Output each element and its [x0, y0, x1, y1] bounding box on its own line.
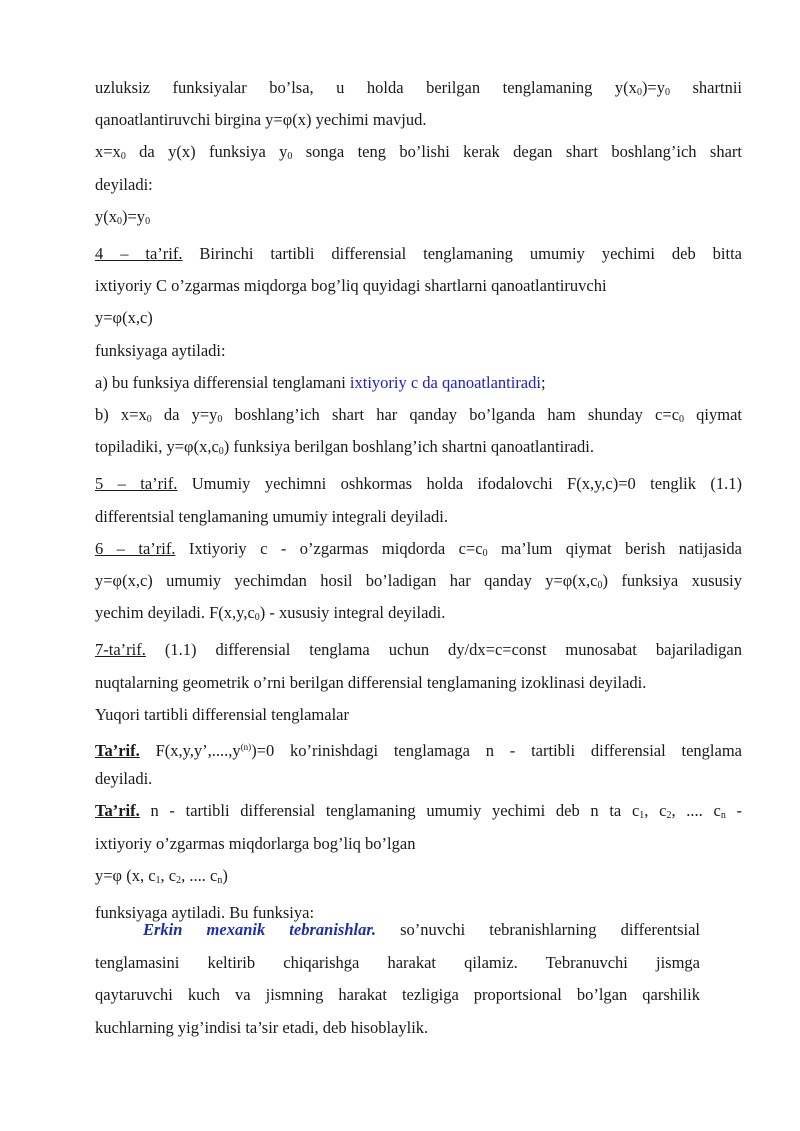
text-line: kuchlarning yig’indisi ta’sir etadi, deb hisoblaylik.: [95, 1017, 429, 1037]
text-run: y=φ(x,c) umumiy yechimdan hosil bo’ladigan har qanday y=φ(x,c: [95, 570, 598, 590]
section-heading: Yuqori tartibli differensial tenglamalar: [95, 704, 349, 724]
text-run: Umumiy yechimni oshkormas holda ifodalovchi F(x,y,c)=0 tenglik (1.1): [177, 474, 742, 494]
text-run: ) funksiya berilgan boshlang’ich shartni qanoatlantiradi.: [223, 437, 595, 457]
text-run: (1.1) differensial tenglama uchun dy/dx=c=const munosabat bajariladigan: [145, 640, 742, 660]
subscript: 0: [636, 87, 642, 98]
subscript: 0: [120, 151, 126, 163]
subscript: 0: [146, 413, 152, 425]
text-line: [95, 565, 742, 597]
highlighted-text: ixtiyoriy c da qanoatlantiradi: [349, 372, 541, 392]
text-run: songa teng bo’lishi kerak degan shart boshlang’ich shart: [292, 142, 742, 162]
text-run: ;: [540, 372, 546, 392]
text-run: F(x,y,y’,....,y: [139, 740, 241, 760]
text-run: boshlang’ich shart har qanday bo’lganda ham shunday c=c: [222, 404, 680, 424]
text-run: )=y: [122, 206, 146, 226]
text-line: tenglamasini keltirib chiqarishga harakat qilamiz. Tebranuvchi jismga: [95, 952, 700, 972]
text-line: qaytaruvchi kuch va jismning harakat tezligiga proportsional bo’lgan qarshilik: [95, 985, 700, 1005]
definition-5: [95, 468, 742, 500]
formula-line: [95, 201, 742, 238]
text-run: x=x: [95, 142, 121, 162]
text-line: deyiladi:: [95, 174, 153, 194]
formula-line: [95, 860, 742, 897]
subscript: 0: [482, 547, 488, 559]
text-line: [95, 431, 742, 468]
subscript: n: [720, 810, 726, 822]
text-line: differentsial tenglamaning umumiy integrali deyiladi.: [95, 506, 448, 526]
subscript: 0: [679, 413, 685, 425]
subscript: 0: [145, 215, 151, 227]
text-run: ) funksiya xususiy: [602, 570, 742, 590]
definition-label: 5 – ta’rif.: [95, 474, 178, 494]
text-line: funksiyaga aytiladi. Bu funksiya:: [95, 902, 315, 922]
text-run: b) x=x: [95, 404, 147, 424]
text-run: qiymat: [684, 404, 742, 424]
text-run: uzluksiz funksiyalar bo’lsa, u holda berilgan tenglamaning y(x: [95, 78, 637, 97]
definition-higher-order: [95, 731, 742, 763]
list-item-a: [95, 367, 742, 399]
oscillations-paragraph: [95, 914, 700, 1044]
text-run: ma’lum qiymat berish natijasida: [487, 538, 742, 558]
text-run: da y(x) funksiya y: [125, 142, 288, 162]
subscript: 1: [639, 810, 645, 822]
text-run: -: [725, 801, 742, 821]
subscript: 0: [217, 413, 223, 425]
subscript: 2: [176, 874, 182, 886]
subscript: 0: [117, 215, 122, 227]
text-run: a) bu funksiya differensial tenglamani: [95, 372, 350, 392]
text-run: ): [222, 865, 228, 885]
text-run: , .... c: [671, 801, 721, 821]
text-run: y=φ (x, c: [95, 865, 156, 885]
text-run: Birinchi tartibli differensial tenglamaning umumiy yechimi deb bitta: [182, 243, 742, 263]
list-item-b: [95, 399, 742, 431]
definition-label: Ta’rif.: [95, 740, 140, 760]
definition-label: 4 – ta’rif.: [95, 243, 183, 263]
subscript: 0: [254, 612, 260, 624]
text-run: ) - xususiy integral deyiladi.: [259, 603, 446, 623]
text-run: y(x: [95, 206, 117, 226]
text-run: , c: [160, 865, 177, 885]
text-run: n - tartibli differensial tenglamaning umumiy yechimi deb n ta c: [139, 801, 640, 821]
definition-4: [95, 238, 742, 270]
text-run: da y=y: [151, 404, 218, 424]
definition-7: [95, 634, 742, 666]
text-line: [95, 72, 742, 104]
subscript: 0: [665, 87, 670, 98]
definition-label: Ta’rif.: [95, 801, 140, 821]
text-line: funksiyaga aytiladi:: [95, 340, 226, 360]
text-run: yechim deyiladi. F(x,y,c: [95, 603, 255, 623]
text-line: [95, 136, 742, 168]
text-line: qanoatlantiruvchi birgina y=φ(x) yechimi mavjud.: [95, 110, 427, 130]
definition-general-solution: [95, 795, 742, 827]
subscript: 0: [597, 579, 603, 591]
subscript: 1: [155, 874, 161, 886]
definition-6: [95, 533, 742, 565]
subscript: 0: [218, 446, 224, 458]
formula-line: y=φ(x,c): [95, 308, 153, 328]
text-run: , c: [644, 801, 667, 821]
text-line: [95, 597, 742, 634]
subscript: 2: [666, 810, 672, 822]
subscript: 0: [287, 151, 293, 163]
paragraph-title: Erkin mexanik tebranishlar.: [143, 920, 376, 939]
text-run: Ixtiyoriy c - o’zgarmas miqdorda c=c: [175, 538, 483, 558]
text-run: , .... c: [181, 865, 218, 885]
text-line: nuqtalarning geometrik o’rni berilgan differensial tenglamaning izoklinasi deyiladi.: [95, 672, 647, 692]
text-line: [95, 914, 700, 947]
definition-label: 7-ta’rif.: [95, 640, 146, 660]
text-run: shartnii: [670, 78, 742, 97]
text-line: ixtiyoriy o’zgarmas miqdorlarga bog’liq bo’lgan: [95, 833, 416, 853]
superscript: (n): [240, 741, 252, 752]
text-run: so’nuvchi tebranishlarning differentsial: [375, 920, 700, 939]
text-line: ixtiyoriy C o’zgarmas miqdorga bog’liq quyidagi shartlarni qanoatlantiruvchi: [95, 276, 607, 296]
subscript: n: [217, 874, 223, 886]
text-line: deyiladi.: [95, 769, 153, 789]
text-run: topiladiki, y=φ(x,c: [95, 437, 219, 457]
text-run: )=0 ko’rinishdagi tenglamaga n - tartibli differensial tenglama: [251, 740, 742, 760]
document-body: [95, 72, 742, 929]
definition-label: 6 – ta’rif.: [95, 538, 176, 558]
text-run: )=y: [641, 78, 665, 97]
